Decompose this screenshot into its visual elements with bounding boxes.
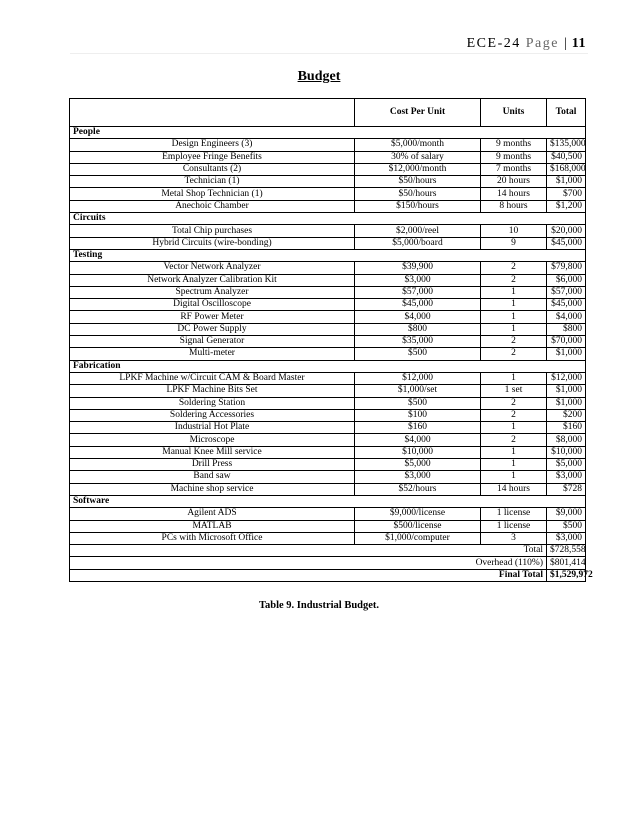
summary-label: Final Total: [70, 569, 547, 581]
item-name: Vector Network Analyzer: [70, 262, 355, 274]
item-name: Soldering Accessories: [70, 409, 355, 421]
cost-per-unit: $50/hours: [355, 176, 481, 188]
cost-per-unit: $150/hours: [355, 200, 481, 212]
total: $1,000: [547, 385, 586, 397]
total: $5,000: [547, 459, 586, 471]
total: $500: [547, 520, 586, 532]
units: 2: [481, 336, 547, 348]
category-label: Software: [70, 495, 586, 507]
budget-table: [69, 98, 593, 582]
cost-per-unit: $39,900: [355, 262, 481, 274]
table-row: [70, 372, 586, 384]
category-row: [70, 127, 586, 139]
cost-per-unit: 30% of salary: [355, 151, 481, 163]
table-row: [70, 508, 586, 520]
cost-per-unit: $50/hours: [355, 188, 481, 200]
table-row: [70, 188, 586, 200]
cost-per-unit: $45,000: [355, 299, 481, 311]
item-name: Design Engineers (3): [70, 139, 355, 151]
header-separator: |: [563, 36, 567, 51]
table-row: [70, 348, 586, 360]
header-page-label: Page: [525, 36, 559, 51]
table-row: [70, 336, 586, 348]
cost-per-unit: $1,000/set: [355, 385, 481, 397]
item-name: Multi-meter: [70, 348, 355, 360]
cost-per-unit: $100: [355, 409, 481, 421]
cost-per-unit: $52/hours: [355, 483, 481, 495]
total: $700: [547, 188, 586, 200]
units: 14 hours: [481, 188, 547, 200]
item-name: Machine shop service: [70, 483, 355, 495]
table-row: [70, 385, 586, 397]
category-row: [70, 360, 586, 372]
table-row: [70, 397, 586, 409]
total: $4,000: [547, 311, 586, 323]
cost-per-unit: $9,000/license: [355, 508, 481, 520]
total: $79,800: [547, 262, 586, 274]
total: $45,000: [547, 237, 586, 249]
table-row: [70, 163, 586, 175]
cost-per-unit: $3,000: [355, 471, 481, 483]
category-label: Testing: [70, 249, 586, 261]
units: 20 hours: [481, 176, 547, 188]
item-name: Industrial Hot Plate: [70, 422, 355, 434]
table-row: [70, 176, 586, 188]
table-row: [70, 532, 586, 544]
table-row: [70, 225, 586, 237]
item-name: Total Chip purchases: [70, 225, 355, 237]
summary-label: Overhead (110%): [70, 557, 547, 569]
units: 2: [481, 397, 547, 409]
item-name: LPKF Machine Bits Set: [70, 385, 355, 397]
units: 1: [481, 299, 547, 311]
table-row: [70, 422, 586, 434]
cost-per-unit: $800: [355, 323, 481, 335]
item-name: Soldering Station: [70, 397, 355, 409]
cost-per-unit: $2,000/reel: [355, 225, 481, 237]
table-row: [70, 200, 586, 212]
table-row: [70, 311, 586, 323]
table-row: [70, 520, 586, 532]
category-label: Fabrication: [70, 360, 586, 372]
cost-per-unit: $5,000/month: [355, 139, 481, 151]
cost-per-unit: $3,000: [355, 274, 481, 286]
table-row: [70, 262, 586, 274]
summary-label: Total: [70, 545, 547, 557]
header-divider: [70, 53, 588, 54]
units: 1: [481, 471, 547, 483]
header-cell-cost: Cost Per Unit: [355, 99, 481, 127]
summary-value: $1,529,972: [547, 569, 586, 581]
total: $800: [547, 323, 586, 335]
header-cell-item: [70, 99, 355, 127]
units: 1: [481, 311, 547, 323]
units: 1 license: [481, 508, 547, 520]
total: $45,000: [547, 299, 586, 311]
item-name: Hybrid Circuits (wire-bonding): [70, 237, 355, 249]
table-row: [70, 274, 586, 286]
units: 10: [481, 225, 547, 237]
item-name: DC Power Supply: [70, 323, 355, 335]
item-name: Technician (1): [70, 176, 355, 188]
summary-row: [70, 545, 586, 557]
item-name: Drill Press: [70, 459, 355, 471]
units: 2: [481, 262, 547, 274]
total: $200: [547, 409, 586, 421]
units: 9: [481, 237, 547, 249]
units: 1: [481, 286, 547, 298]
total: $1,000: [547, 176, 586, 188]
item-name: Agilent ADS: [70, 508, 355, 520]
summary-value: $728,558: [547, 545, 586, 557]
table-header-row: [70, 99, 586, 127]
total: $1,200: [547, 200, 586, 212]
table-row: [70, 459, 586, 471]
header-page-number: 11: [571, 36, 586, 51]
units: 9 months: [481, 139, 547, 151]
budget-table-body: [70, 127, 593, 582]
cost-per-unit: $10,000: [355, 446, 481, 458]
total: $8,000: [547, 434, 586, 446]
item-name: Metal Shop Technician (1): [70, 188, 355, 200]
summary-row: [70, 557, 586, 569]
cost-per-unit: $4,000: [355, 434, 481, 446]
total: $20,000: [547, 225, 586, 237]
units: 2: [481, 434, 547, 446]
total: $168,000: [547, 163, 586, 175]
units: 1: [481, 372, 547, 384]
table-row: [70, 483, 586, 495]
cost-per-unit: $35,000: [355, 336, 481, 348]
units: 1: [481, 459, 547, 471]
total: $10,000: [547, 446, 586, 458]
units: 1: [481, 422, 547, 434]
units: 2: [481, 348, 547, 360]
category-row: [70, 495, 586, 507]
total: $135,000: [547, 139, 586, 151]
units: 1: [481, 323, 547, 335]
item-name: PCs with Microsoft Office: [70, 532, 355, 544]
cost-per-unit: $5,000: [355, 459, 481, 471]
cost-per-unit: $12,000: [355, 372, 481, 384]
item-name: RF Power Meter: [70, 311, 355, 323]
summary-row: [70, 569, 586, 581]
header-cell-units: Units: [481, 99, 547, 127]
item-name: Consultants (2): [70, 163, 355, 175]
table-row: [70, 446, 586, 458]
units: 14 hours: [481, 483, 547, 495]
page-title: Budget: [297, 69, 341, 84]
total: $728: [547, 483, 586, 495]
total: $57,000: [547, 286, 586, 298]
cost-per-unit: $12,000/month: [355, 163, 481, 175]
total: $12,000: [547, 372, 586, 384]
category-label: Circuits: [70, 213, 586, 225]
cost-per-unit: $500: [355, 397, 481, 409]
table-row: [70, 409, 586, 421]
total: $3,000: [547, 532, 586, 544]
item-name: LPKF Machine w/Circuit CAM & Board Master: [70, 372, 355, 384]
total: $6,000: [547, 274, 586, 286]
units: 8 hours: [481, 200, 547, 212]
total: $160: [547, 422, 586, 434]
table-row: [70, 151, 586, 163]
units: 1 set: [481, 385, 547, 397]
item-name: Spectrum Analyzer: [70, 286, 355, 298]
table-row: [70, 139, 586, 151]
cost-per-unit: $160: [355, 422, 481, 434]
table-row: [70, 286, 586, 298]
cost-per-unit: $1,000/computer: [355, 532, 481, 544]
table-row: [70, 299, 586, 311]
item-name: Microscope: [70, 434, 355, 446]
item-name: Employee Fringe Benefits: [70, 151, 355, 163]
cost-per-unit: $500/license: [355, 520, 481, 532]
header-title: ECE-24: [466, 36, 521, 51]
item-name: Band saw: [70, 471, 355, 483]
units: 1: [481, 446, 547, 458]
cost-per-unit: $57,000: [355, 286, 481, 298]
table-row: [70, 471, 586, 483]
table-row: [70, 434, 586, 446]
units: 9 months: [481, 151, 547, 163]
total: $70,000: [547, 336, 586, 348]
summary-value: $801,414: [547, 557, 586, 569]
units: 2: [481, 274, 547, 286]
total: $40,500: [547, 151, 586, 163]
table-row: [70, 323, 586, 335]
item-name: Signal Generator: [70, 336, 355, 348]
cost-per-unit: $500: [355, 348, 481, 360]
table-caption: Table 9. Industrial Budget.: [258, 600, 380, 611]
cost-per-unit: $4,000: [355, 311, 481, 323]
total: $1,000: [547, 348, 586, 360]
total: $9,000: [547, 508, 586, 520]
units: 3: [481, 532, 547, 544]
total: $1,000: [547, 397, 586, 409]
category-label: People: [70, 127, 586, 139]
item-name: Network Analyzer Calibration Kit: [70, 274, 355, 286]
page-header: [467, 36, 586, 52]
table-row: [70, 237, 586, 249]
cost-per-unit: $5,000/board: [355, 237, 481, 249]
header-cell-total: Total: [547, 99, 586, 127]
item-name: Digital Oscilloscope: [70, 299, 355, 311]
category-row: [70, 249, 586, 261]
item-name: Anechoic Chamber: [70, 200, 355, 212]
units: 1 license: [481, 520, 547, 532]
units: 7 months: [481, 163, 547, 175]
category-row: [70, 213, 586, 225]
item-name: MATLAB: [70, 520, 355, 532]
units: 2: [481, 409, 547, 421]
item-name: Manual Knee Mill service: [70, 446, 355, 458]
total: $3,000: [547, 471, 586, 483]
